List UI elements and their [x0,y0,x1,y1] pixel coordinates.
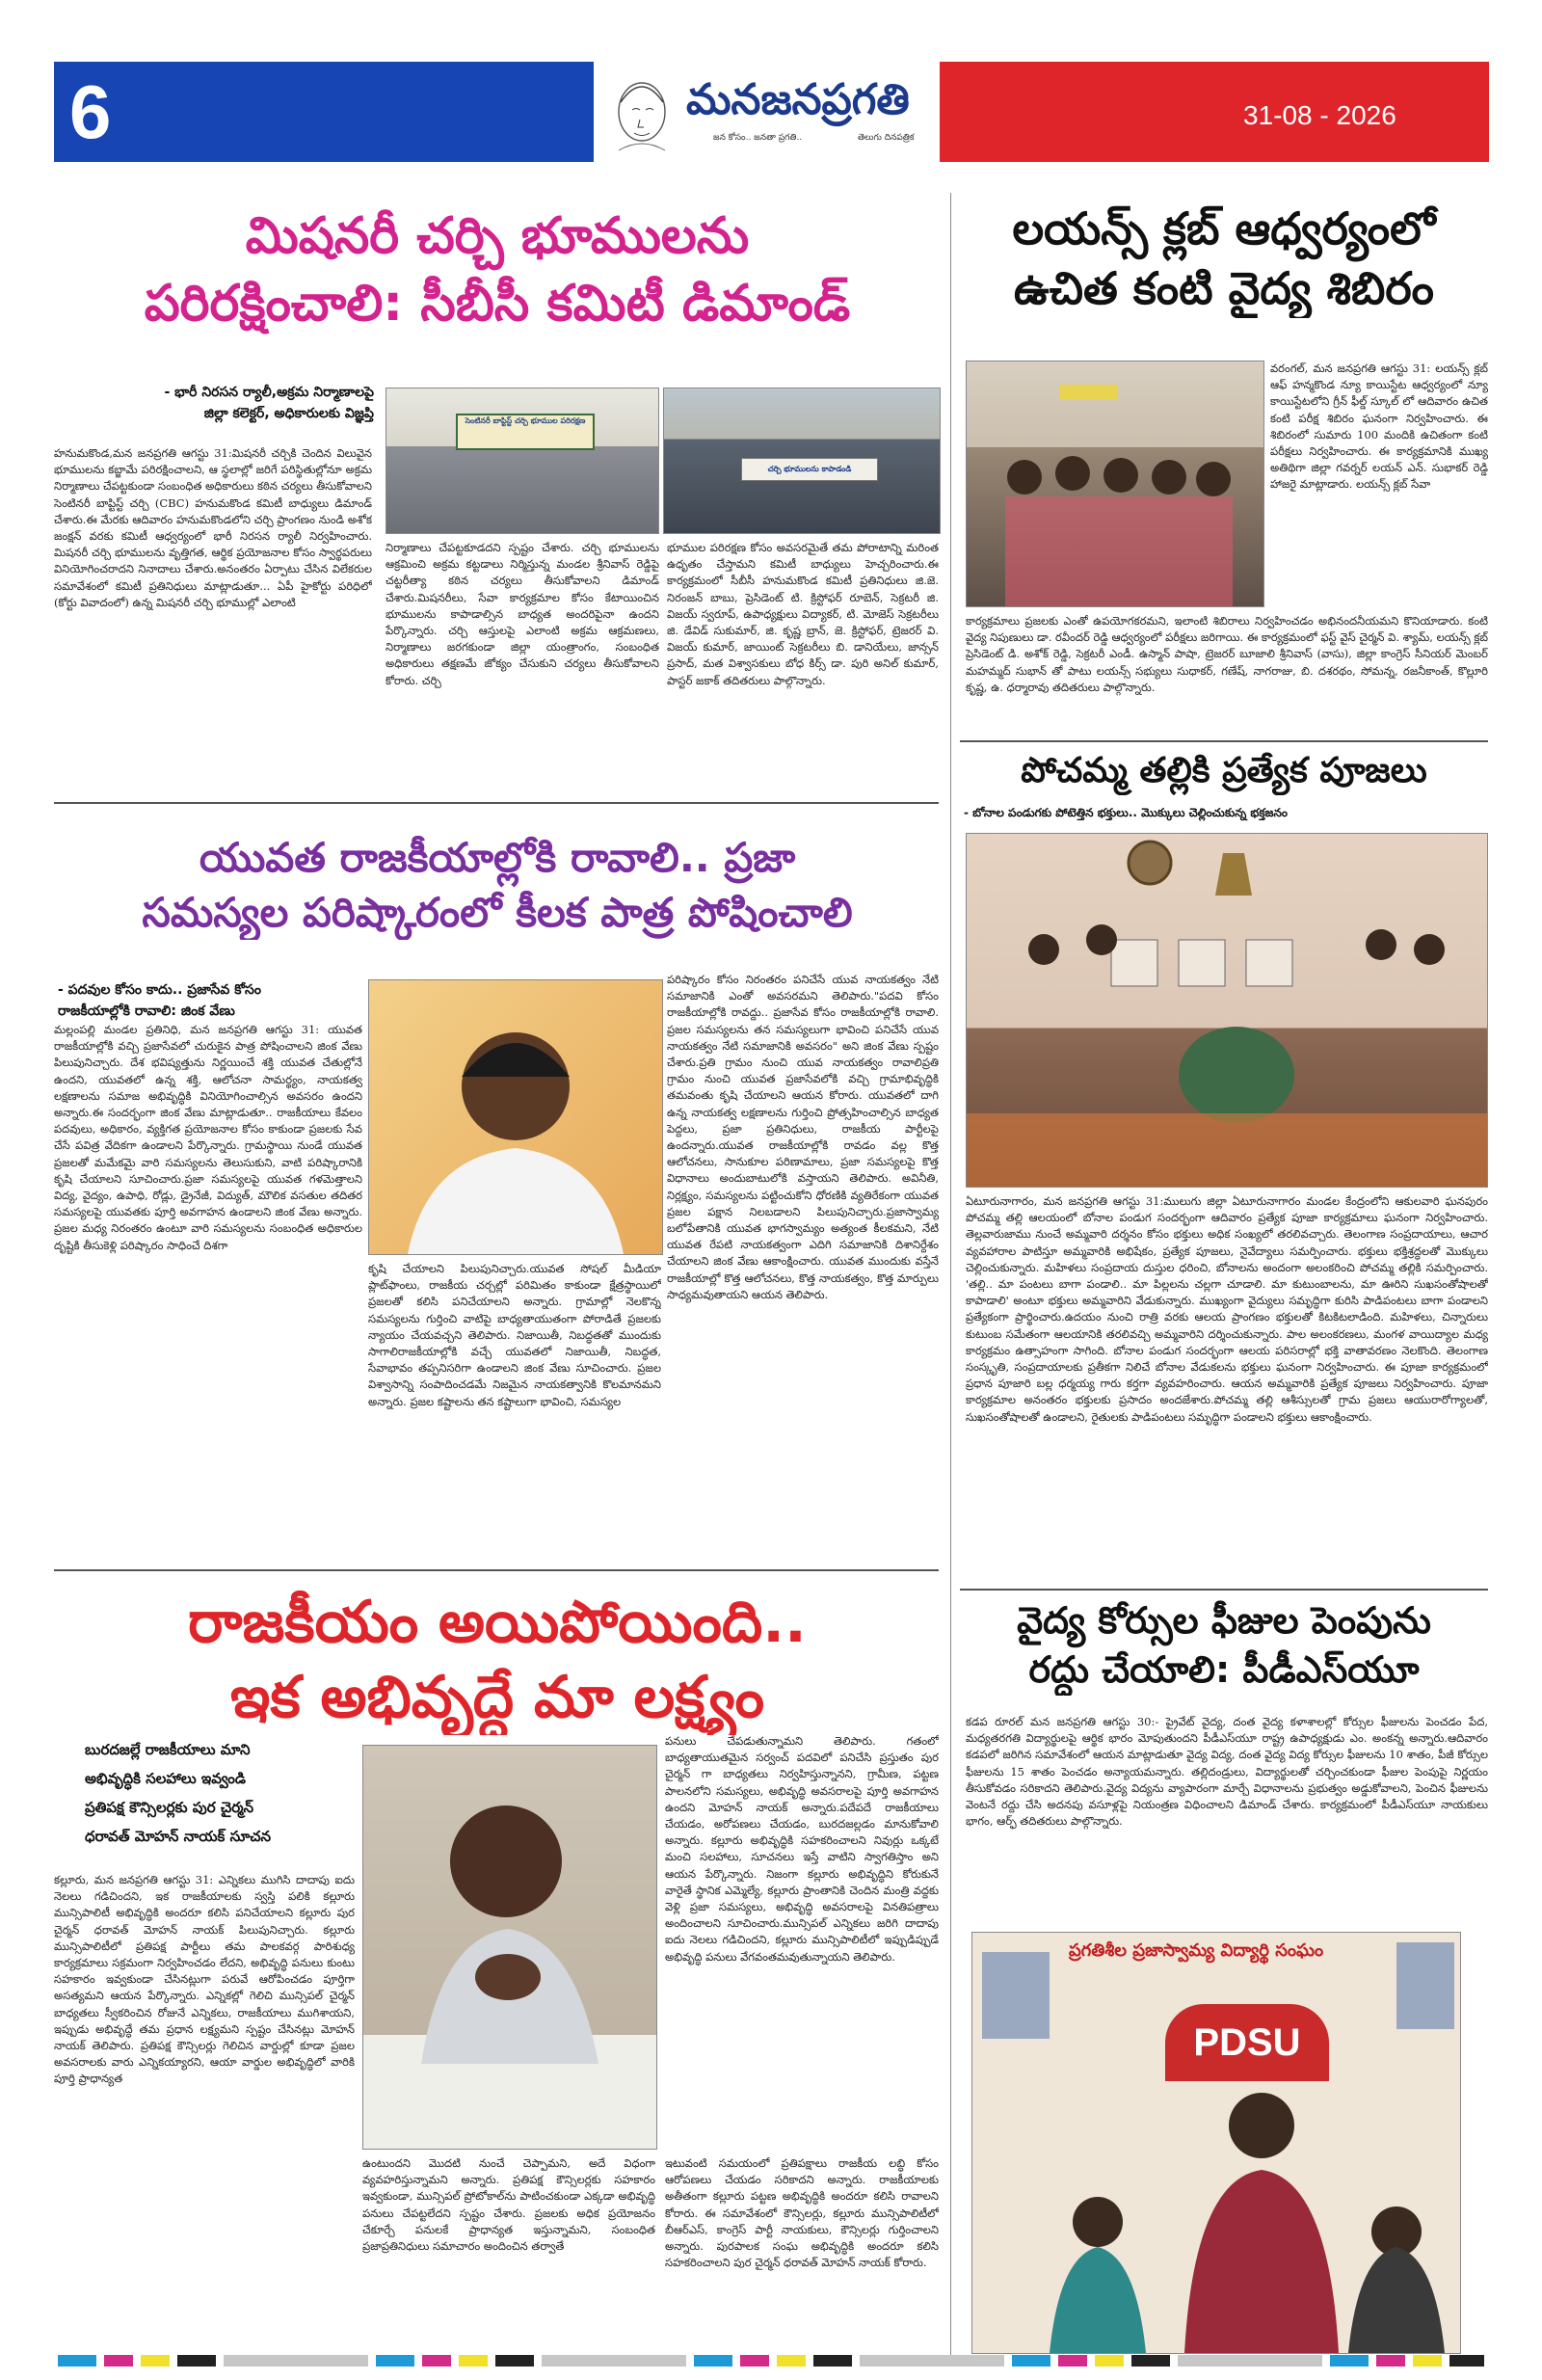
story2-sub-line2: రాజకీయాల్లోకి రావాలి: జింక వేణు [58,1003,235,1019]
issue-date: 31-08 - 2026 [1243,100,1396,130]
story2-column-2: కృషి చేయాలని పిలుపునిచ్చారు.యువత సోషల్ మీడియా ప్లాట్‌ఫాంలు, రాజకీయ చర్చల్లో పరిమితం కాకుండా క్షేత్రస్థాయిలో ప్రజలతో కలిసి పనిచేయాలని అన్నారు. గ్రామాల్లో నెలకొన్న సమస్యలను గుర్తించి వాటిపై బాధ్యతాయుతంగా పోరాడితే ప్రజలకు న్యాయం చేయవచ్చని తెలిపారు. నిజాయితీ, నిబద్ధతతో ముందుకు సాగాలిరాజకీయాల్లోకి వచ్చే యువతలో నిజాయితీ, నిబద్ధత, సేవాభావం తప్పనిసరిగా ఉండాలని జింక వేణు సూచించారు. ప్రజల విశ్వాసాన్ని సంపాదించడమే నిజమైన నాయకత్వానికి కొలమానమని అన్నారు. ప్రజల కష్టాలను తన కష్టాలుగా భావించి, సమస్యల [368,1262,661,1408]
story2-column-1: మల్లంపల్లి మండల ప్రతినిధి, మన జనప్రగతి ఆగస్టు 31: యువత రాజకీయాల్లోకి వచ్చి ప్రజాసేవలో చురుకైన పాత్ర పోషించాలని జింక వేణు పిలుపునిచ్చారు. దేశ భవిష్యత్తును నిర్ణయించే శక్తి యువత చేతుల్లోనే ఉందని, యువతలో ఉన్న శక్తి, ఆలోచనా సామర్థ్యం, నాయకత్వ లక్షణాలను సమాజ అభివృద్ధికి వినియోగించాల్సిన అవసరం ఉందని అన్నారు.ఈ సందర్భంగా జింక వేణు మాట్లాడుతూ.. రాజకీయాలు కేవలం పదవులు, అధికారం, వ్యక్తిగత ప్రయోజనాల కోసం కాకుండా ప్రజలకు సేవ చేసే పవిత్ర వేదికగా ఉండాలని పేర్కొన్నారు. గ్రామస్థాయి నుండే యువత ప్రజలతో మమేకమై వారి సమస్యలను తెలుసుకుని, వాటి పరిష్కారానికి కృషి చేయాలని సూచించారు.ప్రజా సమస్యలపై యువత గళమెత్తాలని విద్య, వైద్యం, ఉపాధి, రోడ్లు, డ్రైనేజీ, విద్యుత్, మౌలిక వసతుల తదితర సమస్యలపై యువతకు పూర్తి అవగాహన ఉండాలని జింక వేణు అన్నారు. ప్రజల మధ్య నిరంతరం ఉంటూ వారి సమస్యలను సంబంధిత అధికారుల దృష్టికి తీసుకెళ్లి పరిష్కారం సాధించే దిశగా [54,1023,362,1252]
story1-rally-banner: చర్చి భూములను కాపాడండి [741,458,878,481]
story2-subheadline [58,979,366,1022]
story2-column-3: పరిష్కారం కోసం నిరంతరం పనిచేసే యువ నాయకత్వం నేటి సమాజానికి ఎంతో అవసరమని తెలిపారు."పదవి కోసం రాజకీయాల్లోకి రావద్దు.. ప్రజాసేవ కోసం రాజకీయాల్లోకి రావాలి. ప్రజల సమస్యలను తన సమస్యలుగా భావించి పనిచేసే యువ నాయకత్వం నేటి సమాజానికి అవసరం" అని జింక వేణు స్పష్టం చేశారు.ప్రతి గ్రామం నుంచి యువ నాయకత్వం రావాలిప్రతి గ్రామం నుంచి యువత ప్రజాసేవలోకి వచ్చి గ్రామాభివృద్ధికి తమవంతు కృషి చేయాలని ఆయన కోరారు. యువతలో దాగి ఉన్న నాయకత్వ లక్షణాలను గుర్తించి ప్రోత్సహించాల్సిన బాధ్యత పెద్దలు, ప్రజా ప్రతినిధులు, రాజకీయ పార్టీలపై ఉందన్నారు.యువత రాజకీయాల్లోకి రావడం వల్ల కొత్త ఆలోచనలు, సానుకూల పరిణామాలు, ప్రజా సమస్యలపై కొత్త విధానాలు అందుబాటులోకి వస్తాయని తెలిపారు. అవినీతి, నిర్లక్ష్యం, సమస్యలను పట్టించుకోని ధోరణికి వ్యతిరేకంగా యువత ప్రజల పక్షాన నిలబడాలని పిలుపునిచ్చారు.ప్రజాస్వామ్య బలోపేతానికి యువత భాగస్వామ్యం అత్యంత కీలకమని, నేటి యువత రేపటి నాయకత్వంగా ఎదిగి సమాజానికి దిశానిర్దేశం చేయాలని జింక వేణు ఆకాంక్షించారు. యువత ముందుకు వస్తేనే రాజకీయాల్లో కొత్త ఆలోచనలు, కొత్త నాయకత్వం, కొత్త మార్పులు సాధ్యమవుతాయని ఆయన తెలిపారు. [667,973,939,1301]
story3-headline-line1: రాజకీయం అయిపోయింది.. [188,1589,807,1656]
story2-headline-line1: యువత రాజకీయాల్లోకి రావాలి.. ప్రజా [199,834,796,881]
story4-headline-line2: ఉచిత కంటి వైద్య శిబిరం [1014,262,1434,315]
story1-headline-line2: పరిరక్షించాలి: సీబీసీ కమిటీ డిమాండ్ [144,275,851,334]
story1-headline-line1: మిషనరీ చర్చి భూములను [245,207,750,265]
founder-portrait-sketch-icon [605,64,682,160]
story3-headline-line2: ఇక అభివృద్ధే మా లక్ష్యం [229,1664,764,1731]
color-bar-segment [1178,2355,1322,2367]
story1-photo-rally [663,388,941,534]
story1-photo-press-meet [386,388,659,534]
section-divider-r2 [960,1589,1488,1591]
color-bar-segment [1376,2355,1405,2367]
section-divider [54,802,939,804]
story2-headline [54,831,941,940]
story5-subheadline: - బోనాల పండుగకు పోటెత్తిన భక్తులు.. మొక్కులు చెల్లించుకున్న భక్తజనం [964,806,1288,819]
story2-photo-jinka-venu [368,979,663,1255]
header-blue-bar [54,62,594,162]
story6-headline-line2: రద్దు చేయాలి: పీడీఎస్‌యూ [1028,1648,1420,1692]
color-bar-segment [177,2355,216,2367]
color-bar-segment [1058,2355,1087,2367]
color-bar-segment [740,2355,769,2367]
story4-full-text: కార్యక్రమాలు ప్రజలకు ఎంతో ఉపయోగకరమని, ఇలాంటి శిబిరాలు నిర్వహించడం అభినందనీయమని కొనియాడారు. కంటి వైద్య నిపుణులు డా. రవీందర్ రెడ్డి ఆధ్వర్యంలో పరీక్షలు జరిగాయి. ఈ కార్యక్రమంలో ఫస్ట్ వైస్ చైర్మన్ వి. శ్యామ్, లయన్స్ క్లబ్ ప్రెసిడెంట్ డి. అశోక్ రెడ్డి, సెక్రటరీ ఎండీ. ఉస్మాన్ పాషా, ట్రెజరర్ బూజాలి శ్రీనివాస్ (వాసు), జిల్లా కాంగ్రెస్ సీనియర్ మెంబర్ మహమ్మద్ సుభాన్ తో పాటు లయన్స్ సభ్యులు సుధాకర్, గణేష్, నాగరాజు, బి. దశరథం, సోమన్న, రజనీకాంత్, కొల్లూరి కృష్ణ, ఉ. ధర్మారావు తదితరులు పాల్గొన్నారు. [966,614,1488,694]
story3-column-1: కల్లూరు, మన జనప్రగతి ఆగస్టు 31: ఎన్నికలు ముగిసి దాదాపు ఐదు నెలలు గడిచిందని, ఇక రాజకీయాలకు స్వస్తి పలికి కల్లూరు మున్సిపాలిటీ అభివృద్ధికి అందరూ కలిసి పనిచేయాలని కల్లూరు పుర చైర్మన్ ధరావత్ మోహన్ నాయక్ పిలుపునిచ్చారు. కల్లూరు మున్సిపాలిటీలో ప్రతిపక్ష పార్టీలు తమ పాలకవర్గ పారిశుధ్య కార్యక్రమాలు సక్రమంగా నిర్వహించడం లేదని, అభివృద్ధి పనులు కుంటు సహకారం ఇవ్వకుండా చేసినట్లుగా పరువే ఆరోపించడం పూర్తిగా అసత్యమని ఆయన పేర్కొన్నారు. ఎన్నికల్లో గెలిచి మున్సిపల్ చైర్మన్ బాధ్యతలు స్వీకరించిన రోజునే ఎన్నికలు, రాజకీయాలు ముగిశాయని, ఇప్పుడు అభివృద్ధే తమ ప్రధాన లక్ష్యమని స్పష్టం చేసినట్లు మోహన్ నాయక్ తెలిపారు. ప్రతిపక్ష కౌన్సిలర్లు గెలిచిన వార్డుల్లో కూడా ప్రజల అవసరాలకు వారు ఎన్నికయ్యారని, ఆయా వార్డుల అభివృద్ధిలో వారికి పూర్తి ప్రాధాన్యత [54,1873,355,2086]
chairman-portrait-icon [363,1746,656,2149]
story5-photo-pochamma-temple [966,833,1488,1188]
story1-sub-line1: - భారీ నిరసన ర్యాలీ,అక్రమ నిర్మాణాలపై [164,385,374,400]
page-number: 6 [69,69,112,154]
color-bar-segment [1012,2355,1050,2367]
color-bar-segment [1131,2355,1170,2367]
masthead-tagline-2: తెలుగు దినపత్రిక [858,133,915,143]
masthead-tagline: జన కోసం.. జనతా ప్రగతి.. [713,133,803,143]
story3-sub-line4: ధరావత్ మోహన్ నాయక్ సూచన [85,1828,272,1845]
story1-headline [54,202,941,337]
story1-column-3: భూముల పరిరక్షణ కోసం అవసరమైతే తమ పోరాటాన్ని మరింత ఉధృతం చేస్తామని కమిటీ బాధ్యులు హెచ్చరించారు.ఈ కార్యక్రమంలో సీబీసీ హనుమకొండ కమిటీ ప్రతినిధులు జి.జె. నిరంజన్ బాబు, ప్రెసిడెంట్ టి. క్రిస్టోఫర్ రూబెన్, సెక్రటరీ జి. విజయ్ స్వరూప్, ఉపాధ్యక్షులు విద్యాకర్, టి. మోజెస్ సెక్రటరీలు జి. డేవిడ్ సుకుమార్, జి. కృష్ణ బ్రాన్, జె. క్రిస్టోఫర్, ట్రెజరర్ వి. విజయ్ కుమార్, జాయింట్ సెక్రటరీలు బి. డానియేలు, జాన్సన్ ప్రసాద్, మత విశ్వాసకులు బోధ కిర్స్ డా. పురి అనిల్ కుమార్, పాస్టర్ జకాక్ తదితరులు పాల్గొన్నారు. [667,541,939,687]
story4-column-1: వరంగల్, మన జనప్రగతి ఆగస్టు 31: లయన్స్ క్లబ్ ఆఫ్ హన్మకొండ న్యూ కాయిస్టేట ఆధ్వర్యంలో న్యూ కాయిస్టేటలోని గ్రీన్ ఫీల్డ్ స్కూల్ లో ఆదివారం ఉచిత కంటి పరీక్ష శిబిరం ఘనంగా నిర్వహించారు. ఈ శిబిరంలో సుమారు 100 మందికి ఉచితంగా కంటి పరీక్షలు నిర్వహించారు. ఈ కార్యక్రమానికి ముఖ్య అతిథిగా జిల్లా గవర్నర్ లయన్ ఎన్. సుభాకర్ రెడ్డి హాజరై మాట్లాడారు. లయన్స్ క్లబ్ సేవా [1270,361,1488,492]
header-red-bar [940,62,1489,162]
story1-column-2: నిర్మాణాలు చేపట్టకూడదని స్పష్టం చేశారు. చర్చి భూములను ఆక్రమించి అక్రమ కట్టడాలు నిర్మిస్తున్న మండల శ్రీనివాస్ రెడ్డిపై చట్టరీత్యా కఠిన చర్యలు తీసుకోవాలని డిమాండ్ చేశారు.మిషనరీలు, సేవా కార్యక్రమాల కోసం కేటాయించిన భూములను కాపాడాల్సిన బాధ్యత అందరిపైనా ఉందని పేర్కొన్నారు. చర్చి ఆస్తులపై ఎలాంటి అక్రమ ఆక్రమణలు, నిర్మాణాలు జరగకుండా జిల్లా యంత్రాంగం, సంబంధిత అధికారులు తక్షణమే జోక్యం చేసుకుని చర్యలు తీసుకోవాలని కోరారు. చర్చి [386,541,659,687]
story4-headline [960,199,1488,318]
color-bar-segment [694,2355,732,2367]
story3-column-2: పనులు చేపడుతున్నామని తెలిపారు. గతంలో బాధ్యతాయుతమైన సర్వంచ్ పదవిలో పనిచేసి ప్రస్తుతం పుర చైర్మన్ గా బాధ్యతలు నిర్వహిస్తున్నానని, గ్రామీణ, పట్టణ పాలనలోని సమస్యలు, అభివృద్ధి అవసరాలపై పూర్తి అవగాహన ఉందని మోహన్ నాయక్ అన్నారు.పదేపదే రాజకీయాలు చేయడం, అరోపణలు చేయడం, బురదజల్లడం మానుకోవాలి అన్నారు. కల్లూరు అభివృద్ధికి సహకరించాలని నివుర్లు ఒక్కటే మంచి సలహాలు, సూచనలు ఇస్తే వాటిని స్వాగతిస్తాం అని ఆయన పేర్కొన్నారు. నిజంగా కల్లూరు అభివృద్ధిని కోరుకునే వారైతే స్థానిక ఎమ్మెల్యే, కల్లూరు ప్రాంతానికి చెందిన మంత్రి వద్దకు వెళ్లి ప్రజా సమస్యలు, అభివృద్ధి అవసరాలపై వినతిపత్రాలు అందించాలని సూచించారు.మున్సిపల్ ఎన్నికలు జరిగి దాదాపు ఐదు నెలలు గడిచిందని, కల్లూరు మున్సిపాలిటీలో ఇప్పుడిప్పుడే అభివృద్ధి పనులు వేగవంతమవుతున్నాయని తెలిపారు. [665,1734,939,1964]
color-bar-segment [813,2355,852,2367]
color-bar-segment [1413,2355,1442,2367]
pdsu-banner: ప్రగతిశీల ప్రజాస్వామ్య విద్యార్థి సంఘం [1069,1940,1324,1961]
story3-column-3: ఇటువంటి సమయంలో ప్రతిపక్షాలు రాజకీయ లబ్ధి కోసం ఆరోపణలు చేయడం సరికాదని అన్నారు. రాజకీయాలకు అతీతంగా కల్లూరు పట్టణ అభివృద్ధికి అందరూ కలిసి రావాలని కోరారు. ఈ సమావేశంలో కౌన్సిలర్లు, కల్లూరు మున్సిపాలిటీలో బీఆర్ఎస్, కాంగ్రెస్ పార్టీ నాయకులు, కౌన్సిలర్లు గుర్తించాలని అన్నారు. పురపాలక సంఘ అభివృద్ధికి అందరూ కలిసి సహకరించాలని పుర చైర్మన్ ధరావత్ మోహన్ నాయక్ కోరారు. [665,2156,939,2270]
color-bar-segment [459,2355,488,2367]
section-divider-2 [54,1569,939,1571]
story3-sub-line2: అభివృద్ధికి సలహాలు ఇవ్వండి [85,1770,246,1787]
color-bar-segment [376,2355,414,2367]
story3-photo-chairman [362,1745,657,2150]
story2-headline-line2: సమస్యల పరిష్కారంలో కీలక పాత్ర పోషించాలి [142,888,853,936]
story6-body: కడప రూరల్ మన జనప్రగతి ఆగస్టు 30:- ప్రైవేట్ వైద్య, దంత వైద్య కళాశాలల్లో కోర్సుల ఫీజులను పెంచడం పేద, మధ్యతరగతి విద్యార్థులపై ఆర్థిక భారం మోపుతుందని పీడీఎస్‌యూ రాష్ట్ర ఉపాధ్యక్షుడు ఎం. అంకన్న అన్నారు.ఆదివారం కడపలో జరిగిన సమావేశంలో ఆయన మాట్లాడుతూ వైద్య విద్య, దంత వైద్య విద్య కోర్సుల ఫీజులను 10 శాతం, పీజీ కోర్సుల ఫీజులను 15 శాతం పెంచడం అన్యాయమన్నారు. తల్లిదండ్రులు, విద్యార్థులతో చర్చించకుండా ఫీజుల పెంపుపై నిర్ణయం తీసుకోవడం సరికాదని తెలిపారు.వైద్య విద్యను వ్యాపారంగా మార్చే విధానాలను ప్రభుత్వం అడ్డుకోవాలని, పెంచిన ఫీజులను వెంటనే రద్దు చేసి అదనపు వసూళ్లపై నియంత్రణ విధించాలని డిమాండ్ చేశారు. కార్యక్రమంలో పీడీఎస్‌యూ నాయకులు భాగం, ఆర్ఫ్ తదితరులు పాల్గొన్నారు. [966,1715,1488,1829]
story6-headline [960,1596,1488,1696]
story2-sub-line1: - పదవుల కోసం కాదు.. ప్రజాసేవ కోసం [58,982,261,998]
section-divider-r1 [960,740,1488,742]
story6-photo-pdsu [971,1932,1461,2354]
story3-sub-line3: ప్రతిపక్ష కౌన్సిలర్లకు పుర చైర్మన్ [85,1799,254,1816]
story4-photo-eye-camp [966,361,1264,607]
eye-camp-group-icon [967,361,1263,606]
story5-headline: పోచమ్మ తల్లికి ప్రత్యేక పూజలు [1021,751,1427,790]
color-bar-segment [422,2355,451,2367]
story3-headline [54,1585,941,1735]
color-bar-segment [1449,2355,1484,2367]
color-bar-segment [141,2355,170,2367]
story1-photo-banner: సెంటినరీ బాప్టిస్ట్ చర్చి భూముల పరిరక్షణ [456,414,595,450]
story6-headline-line1: వైద్య కోర్సుల ఫీజుల పెంపును [1017,1599,1431,1642]
color-bar-segment [224,2355,368,2367]
color-bar-segment [104,2355,133,2367]
masthead-logo [598,62,935,162]
color-bar-segment [1095,2355,1124,2367]
story1-column-1: హనుమకొండ,మన జనప్రగతి ఆగస్టు 31:మిషనరీ చర్చికి చెందిన విలువైన భూములను కబ్జామే పరిరక్షించాలని, ఆ స్థలాల్లో జరిగే పరిస్థితుల్లోనూ అక్రమ నిర్మాణాలు చేపట్టకుండా సంబంధిత అధికారులు కఠిన చర్యలు తీసుకోవాలని సెంటినరీ బాప్టిస్ట్ చర్చి (CBC) హనుమకొండ కమిటీ బాధ్యులు డిమాండ్ చేశారు.ఈ మేరకు ఆదివారం హనుమకొండలోని చర్చి ప్రాంగణం నుండి అశోక జంక్షన్ వరకు కమిటీ ఆధ్వర్యంలో భారీ నిరసన ర్యాలీ నిర్వహించారు. మిషనరీ చర్చి భూములను వృత్తిగత, ఆర్థిక ప్రయోజనాల కోసం స్వార్థపరులు వినియోగించరాదని నినాదాలు చేశారు.అనంతరం ఏర్పాటు చేసిన విలేకరుల సమావేశంలో కమిటీ ప్రతినిధులు మాట్లాడుతూ... ఏపీ హైకోర్టు పరిధిలో (కోర్టు వివాదంలో) ఉన్న మిషనరీ చర్చి భూముల్లో ఎలాంటి [54,446,372,609]
story3-sub-line1: బురదజల్లే రాజకీయాలు మాని [85,1741,251,1758]
color-bar-segment [542,2355,686,2367]
color-bar-segment [495,2355,534,2367]
temple-shrine-icon [967,834,1487,1187]
pdsu-logo: PDSU [1165,2004,1329,2081]
story3-column-2b: ఉంటుందని మొదటి నుంచే చెప్పామని, అదే విధంగా వ్యవహరిస్తున్నామని అన్నారు. ప్రతిపక్ష కౌన్సిలర్లకు సహకారం ఇవ్వకుండా, మున్సిపల్ ప్రోటోకాల్‌ను పాటించకుండా ఎక్కడా అభివృద్ధి పనులు చేపట్టలేదని స్పష్టం చేశారు. ప్రజలకు అధిక ప్రయోజనం చేకూర్చే పనులకే ప్రాధాన్యత ఇస్తున్నామని, సంబంధిత ప్రజాప్రతినిధులు సమాచారం అందించిన తర్వాతే [362,2156,655,2254]
students-group-icon [972,1933,1460,2353]
story3-subheadline [85,1735,364,1851]
color-bar-segment [58,2355,96,2367]
color-bar-segment [860,2355,1004,2367]
story4-headline-line1: లయన్స్ క్లబ్ ఆధ్వర్యంలో [1012,202,1436,254]
masthead-title: మనజనప్రగతి [686,75,910,124]
color-bar-segment [777,2355,806,2367]
story1-sub-line2: జిల్లా కలెక్టర్, అధికారులకు విజ్ఞప్తి [203,406,374,421]
story1-subheadline [85,382,374,424]
column-divider [950,193,951,2362]
story5-body: ఏటూరునాగారం, మన జనప్రగతి ఆగస్టు 31:ములుగు జిల్లా ఏటూరునాగారం మండల కేంద్రంలోని ఆకులవారి ఘనపురం పోచమ్మ తల్లి ఆలయంలో బోనాల పండుగ సందర్భంగా ఆదివారం ప్రత్యేక పూజా కార్యక్రమాలు ఘనంగా నిర్వహించారు. తెల్లవారుజాము నుంచే అమ్మవారి దర్శనం కోసం భక్తులు అధిక సంఖ్యలో తరలివచ్చారు. తెలంగాణ సంప్రదాయాలు, ఆచార వ్యవహారాల పాటిస్తూ అమ్మవారికి అభిషేకం, ప్రత్యేక పూజలు, నైవేద్యాలు సమర్పించారు. భక్తులు భక్తిశ్రద్ధలతో మొక్కులు చెల్లించుకున్నారు. మహిళలు సంప్రదాయ దుస్తుల ధరించి, బోనాలను అందంగా అలంకరించి పోచమ్మ తల్లికి సమర్పించారు. 'తల్లి.. మా పంటలు బాగా పండాలి.. మా పిల్లలను చల్లగా చూడాలి. మా కుటుంబాలను, మా ఊరిని సుఖసంతోషాలతో కాపాడాలి' అంటూ భక్తులు అమ్మవారిని వేడుకున్నారు. ముఖ్యంగా వైద్యులు సమృద్ధిగా కురిసి పాడిపంటలు బాగా పండాలని ప్రత్యేకంగా ప్రార్థించారు.ఉదయం నుంచి రాత్రి వరకు ఆలయ ప్రాంగణం భక్తులతో కిటకిటలాడింది. మహిళలు, చిన్నారులు కుటుంబ సమేతంగా ఆలయానికి తరలివచ్చి అమ్మవారిని దర్శించుకున్నారు. పాల అలంకరణలు, మంగళ వాయిద్యాల మధ్య కార్యక్రమం ఉత్సాహంగా సాగింది. బోనాల పండుగ సందర్భంగా ఆలయ పరిసరాల్లో భక్తి వాతావరణం నెలకొంది. తెలంగాణ సంస్కృతి, సంప్రదాయాలకు ప్రతీకగా నిలిచే బోనాల వేడుకలను భక్తులు ఘనంగా నిర్వహించారు. ఈ పూజా కార్యక్రమంలో ప్రధాన పూజారి బల్ల ధర్మయ్య గారు కర్తగా వ్యవహరించారు. ఆయన అమ్మవారికి ప్రత్యేక పూజలు నిర్వహించారు. పూజా కార్యక్రమాల అనంతరం భక్తులకు ప్రసాదం అందజేశారు.పోచమ్మ తల్లి ఆశీస్సులతో గ్రామ ప్రజలు ఆయురారోగ్యాలతో, సుఖసంతోషాలతో ఉండాలని, రైతులకు పాడిపంటలు సమృద్ధిగా పండాలని భక్తులు ఆకాంక్షించారు. [966,1194,1488,1424]
color-bar-segment [1330,2355,1369,2367]
portrait-icon [369,980,662,1254]
